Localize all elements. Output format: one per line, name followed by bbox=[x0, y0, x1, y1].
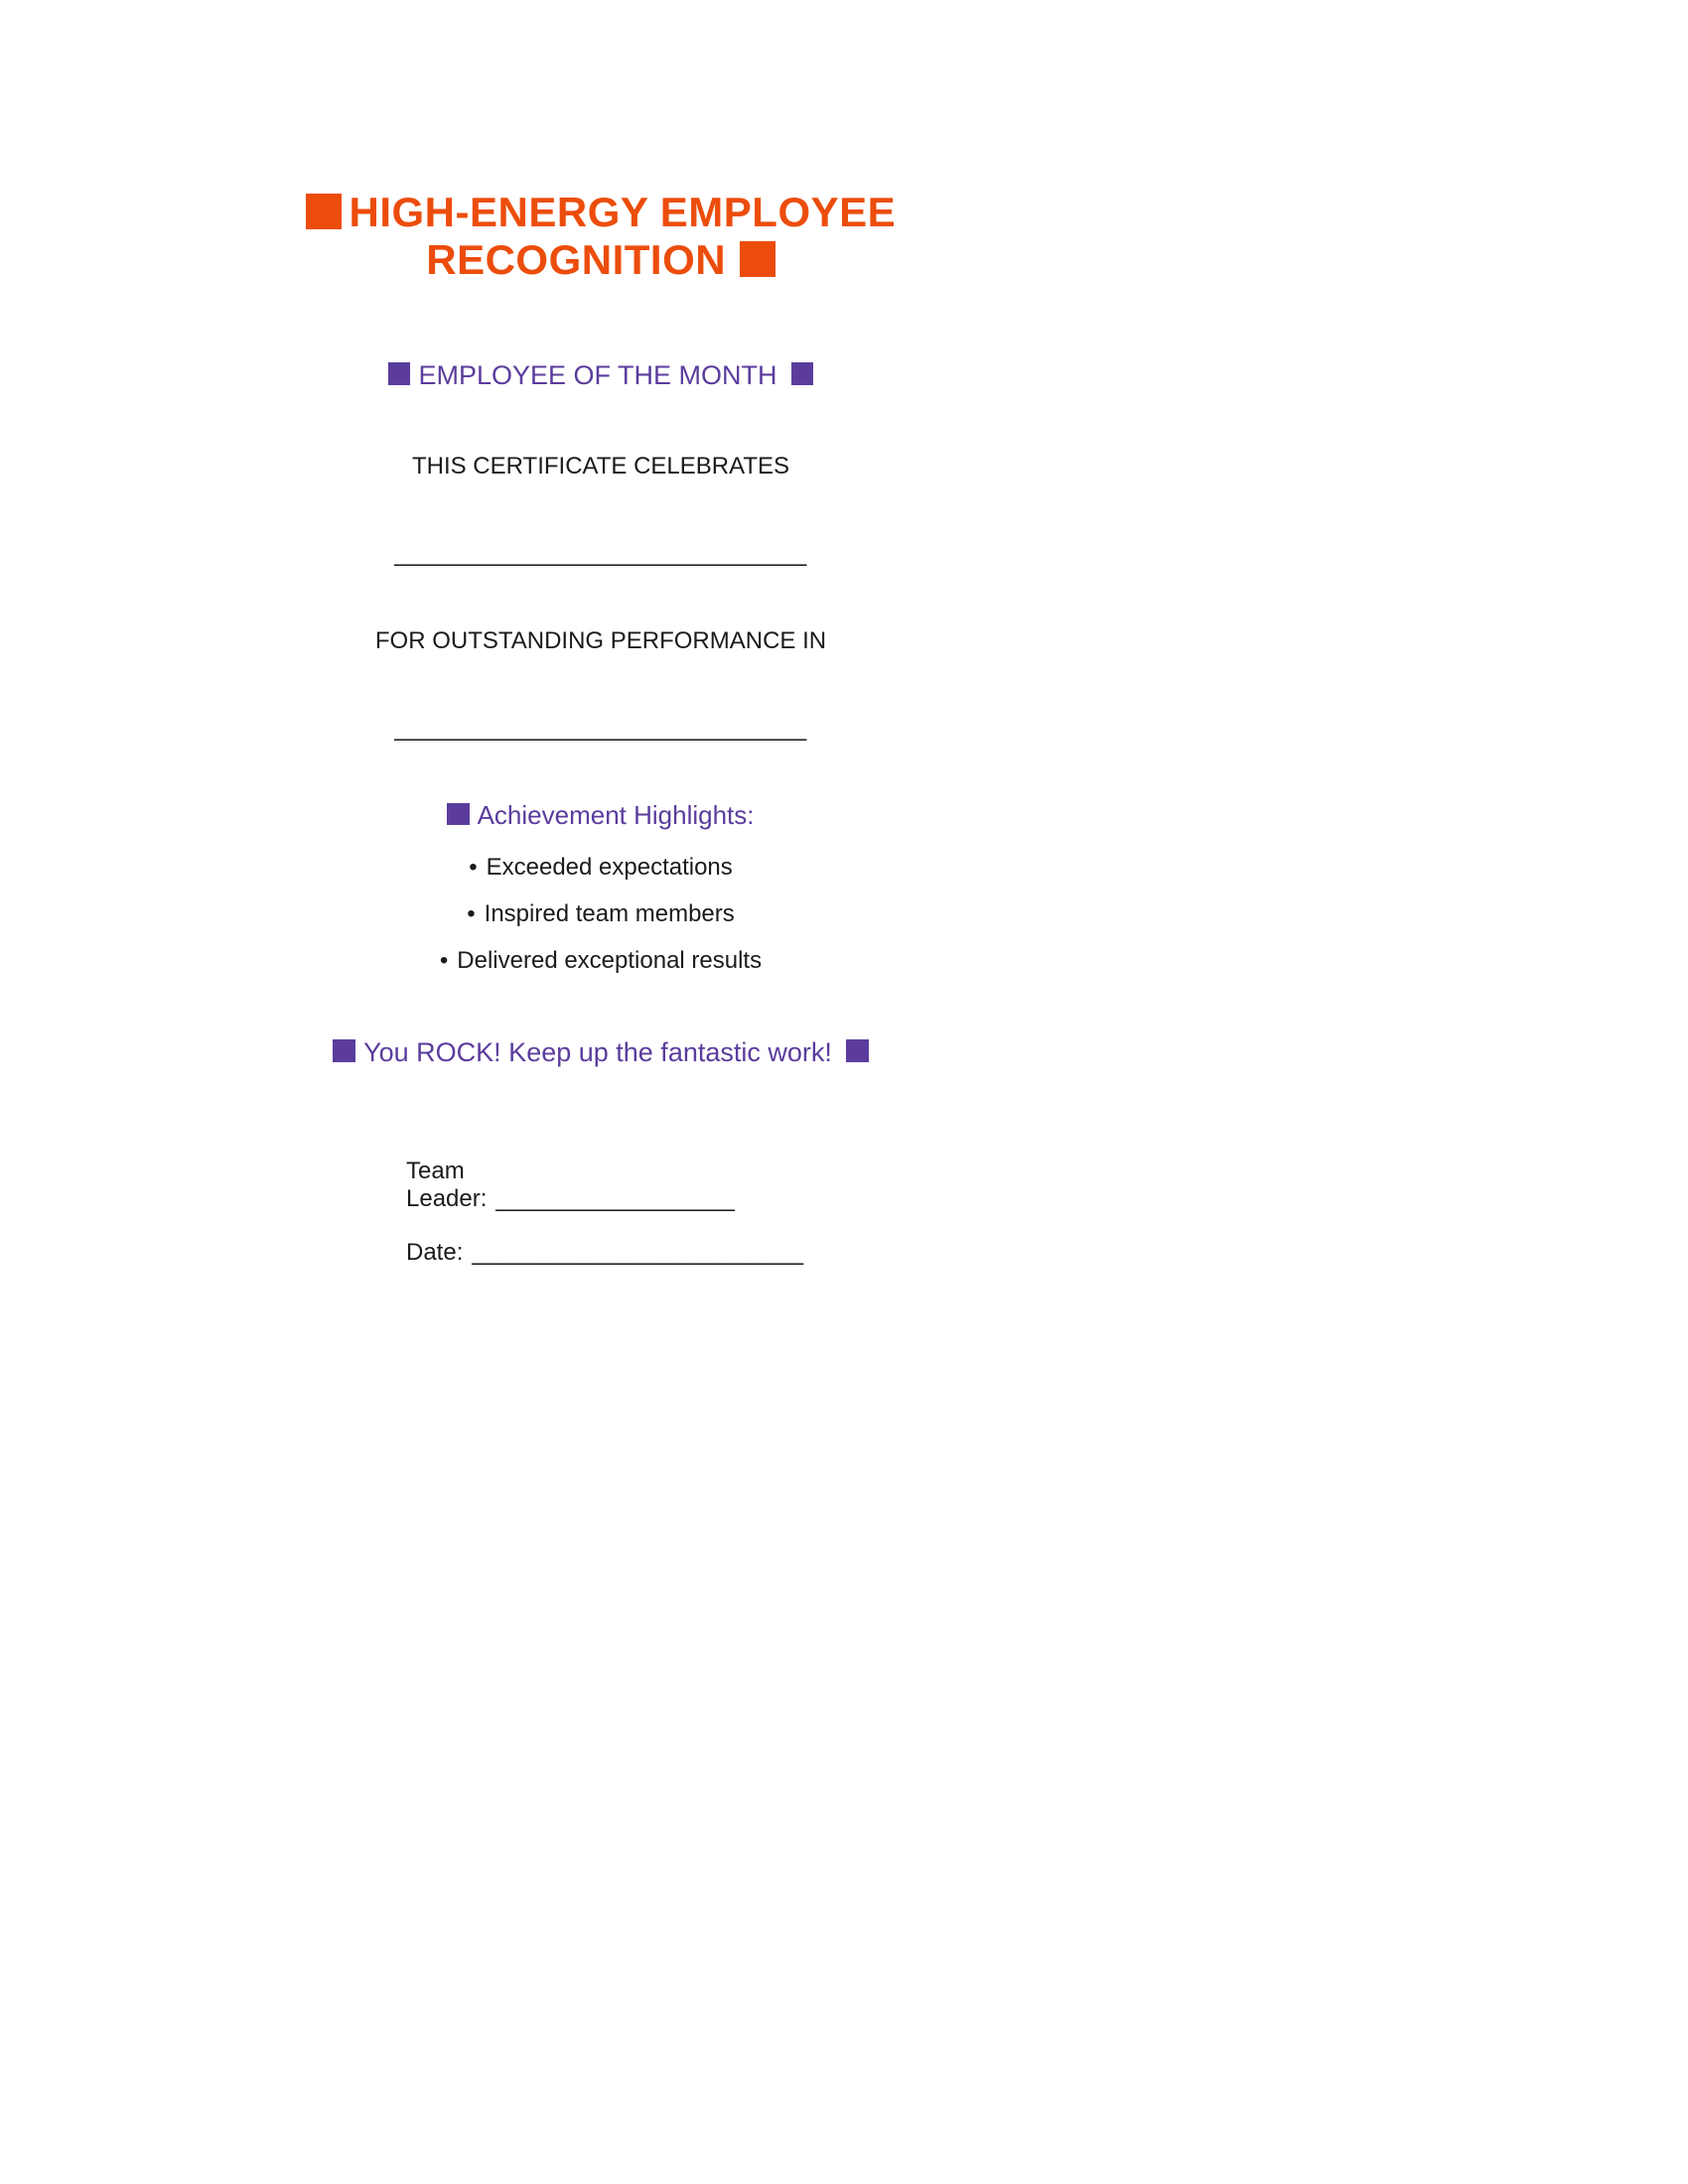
list-item-text: Delivered exceptional results bbox=[457, 946, 763, 974]
orange-square-icon bbox=[740, 241, 775, 277]
recipient-name-blank: ______________________________ bbox=[394, 539, 807, 567]
list-item bbox=[164, 853, 1038, 883]
purple-square-icon bbox=[447, 803, 469, 825]
list-item bbox=[164, 946, 1038, 976]
date-label: Date: bbox=[406, 1238, 464, 1266]
list-item-text: Inspired team members bbox=[484, 899, 735, 927]
orange-square-icon bbox=[306, 194, 342, 229]
list-item-text: Exceeded expectations bbox=[486, 853, 733, 881]
performance-label: FOR OUTSTANDING PERFORMANCE IN bbox=[374, 626, 827, 654]
certificate-content bbox=[164, 0, 1038, 1267]
purple-square-icon bbox=[846, 1039, 869, 1062]
date-blank: _________________________ bbox=[472, 1238, 804, 1266]
team-leader-label: Team Leader: bbox=[406, 1157, 488, 1212]
achievement-highlights-heading bbox=[164, 800, 1038, 831]
certificate-subtitle bbox=[164, 360, 1038, 391]
performance-area-blank: ______________________________ bbox=[394, 714, 807, 742]
closing-message-text: You ROCK! Keep up the fantastic work! bbox=[363, 1036, 832, 1067]
purple-square-icon bbox=[388, 362, 411, 385]
closing-message bbox=[164, 1037, 1038, 1068]
bullet-icon: • bbox=[469, 853, 478, 881]
achievement-highlights-list bbox=[164, 853, 1038, 976]
team-leader-blank: __________________ bbox=[495, 1184, 735, 1212]
list-item bbox=[164, 899, 1038, 929]
team-leader-line bbox=[406, 1158, 795, 1213]
signature-block bbox=[406, 1157, 804, 1267]
purple-square-icon bbox=[333, 1039, 355, 1062]
certificate-title-text: HIGH-ENERGY EMPLOYEE RECOGNITION bbox=[349, 189, 897, 284]
purple-square-icon bbox=[791, 362, 814, 385]
bullet-icon: • bbox=[467, 899, 476, 927]
celebrates-label: THIS CERTIFICATE CELEBRATES bbox=[411, 452, 790, 479]
certificate-subtitle-text: EMPLOYEE OF THE MONTH bbox=[418, 359, 777, 390]
achievement-highlights-heading-text: Achievement Highlights: bbox=[477, 799, 755, 830]
date-line bbox=[406, 1238, 804, 1267]
certificate-title bbox=[263, 189, 938, 285]
bullet-icon: • bbox=[439, 946, 449, 974]
